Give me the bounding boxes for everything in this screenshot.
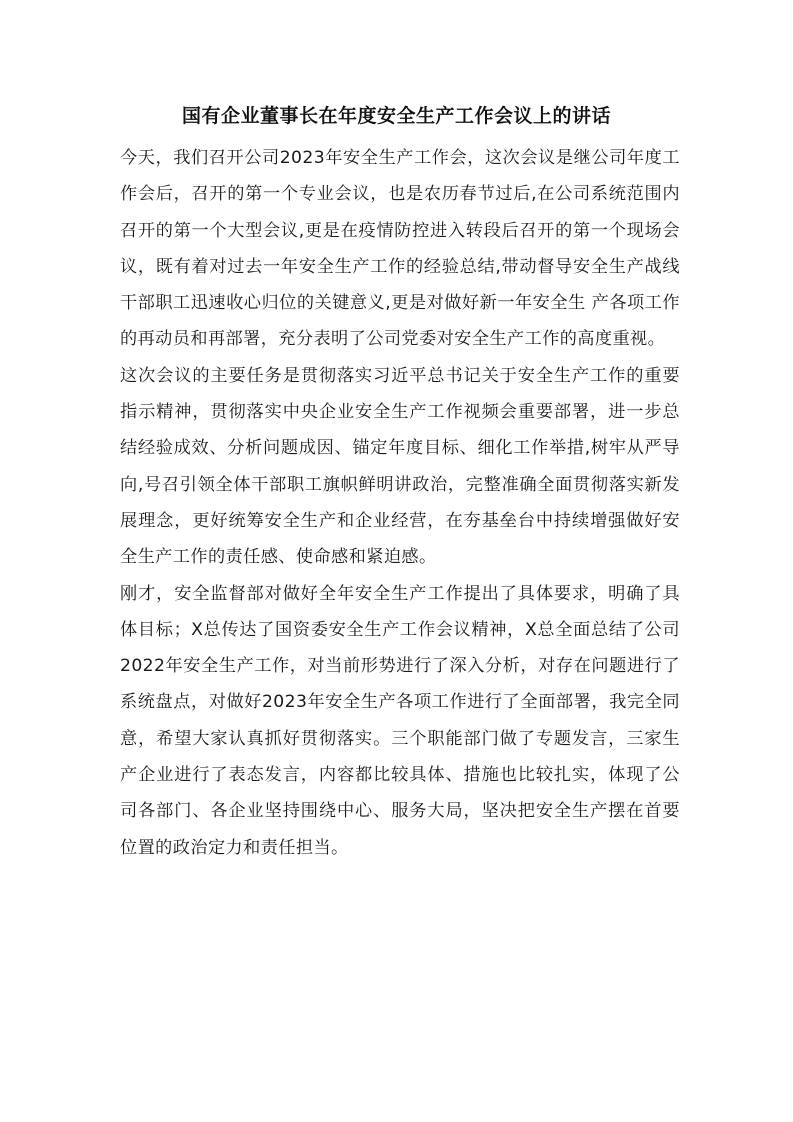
paragraph-tasks: 这次会议的主要任务是贯彻落实习近平总书记关于安全生产工作的重要指示精神，贯彻落实中央企业安全生产工作视频会重要部署，进一步总结经验成效、分析问题成因、锚定年度目标、细化工作举措,树牢从严导向,号召引领全体干部职工旗帜鲜明讲政治，完整准确全面贯彻落实新发展理念，更好统筹安全生产和企业经营，在夯基垒台中持续增强做好安全生产工作的责任感、使命感和紧迫感。: [120, 365, 680, 568]
document-title: 国有企业董事长在年度安全生产工作会议上的讲话: [181, 105, 611, 127]
document-body: [120, 140, 680, 866]
paragraph-review: 刚才，安全监督部对做好全年安全生产工作提出了具体要求，明确了具体目标；X总传达了国资委安全生产工作会议精神，X总全面总结了公司2022年安全生产工作，对当前形势进行了深入分析，对存在问题进行了系统盘点，对做好2023年安全生产各项工作进行了全面部署，我完全同意，希望大家认真抓好贯彻落实。三个职能部门做了专题发言，三家生产企业进行了表态发言，内容都比较具体、措施也比较扎实，体现了公司各部门、各企业坚持围绕中心、服务大局，坚决把安全生产摆在首要位置的政治定力和责任担当。: [120, 583, 680, 858]
paragraph-opening: 今天，我们召开公司2023年安全生产工作会，这次会议是继公司年度工作会后，召开的第一个专业会议，也是农历春节过后,在公司系统范围内召开的第一个大型会议,更是在疫情防控进入转段后召开的第一个现场会议，既有着对过去一年安全生产工作的经验总结,带动督导安全生产战线干部职工迅速收心归位的关键意义,更是对做好新一年安全生 产各项工作的再动员和再部署，充分表明了公司党委对安全生产工作的高度重视。: [120, 148, 680, 350]
